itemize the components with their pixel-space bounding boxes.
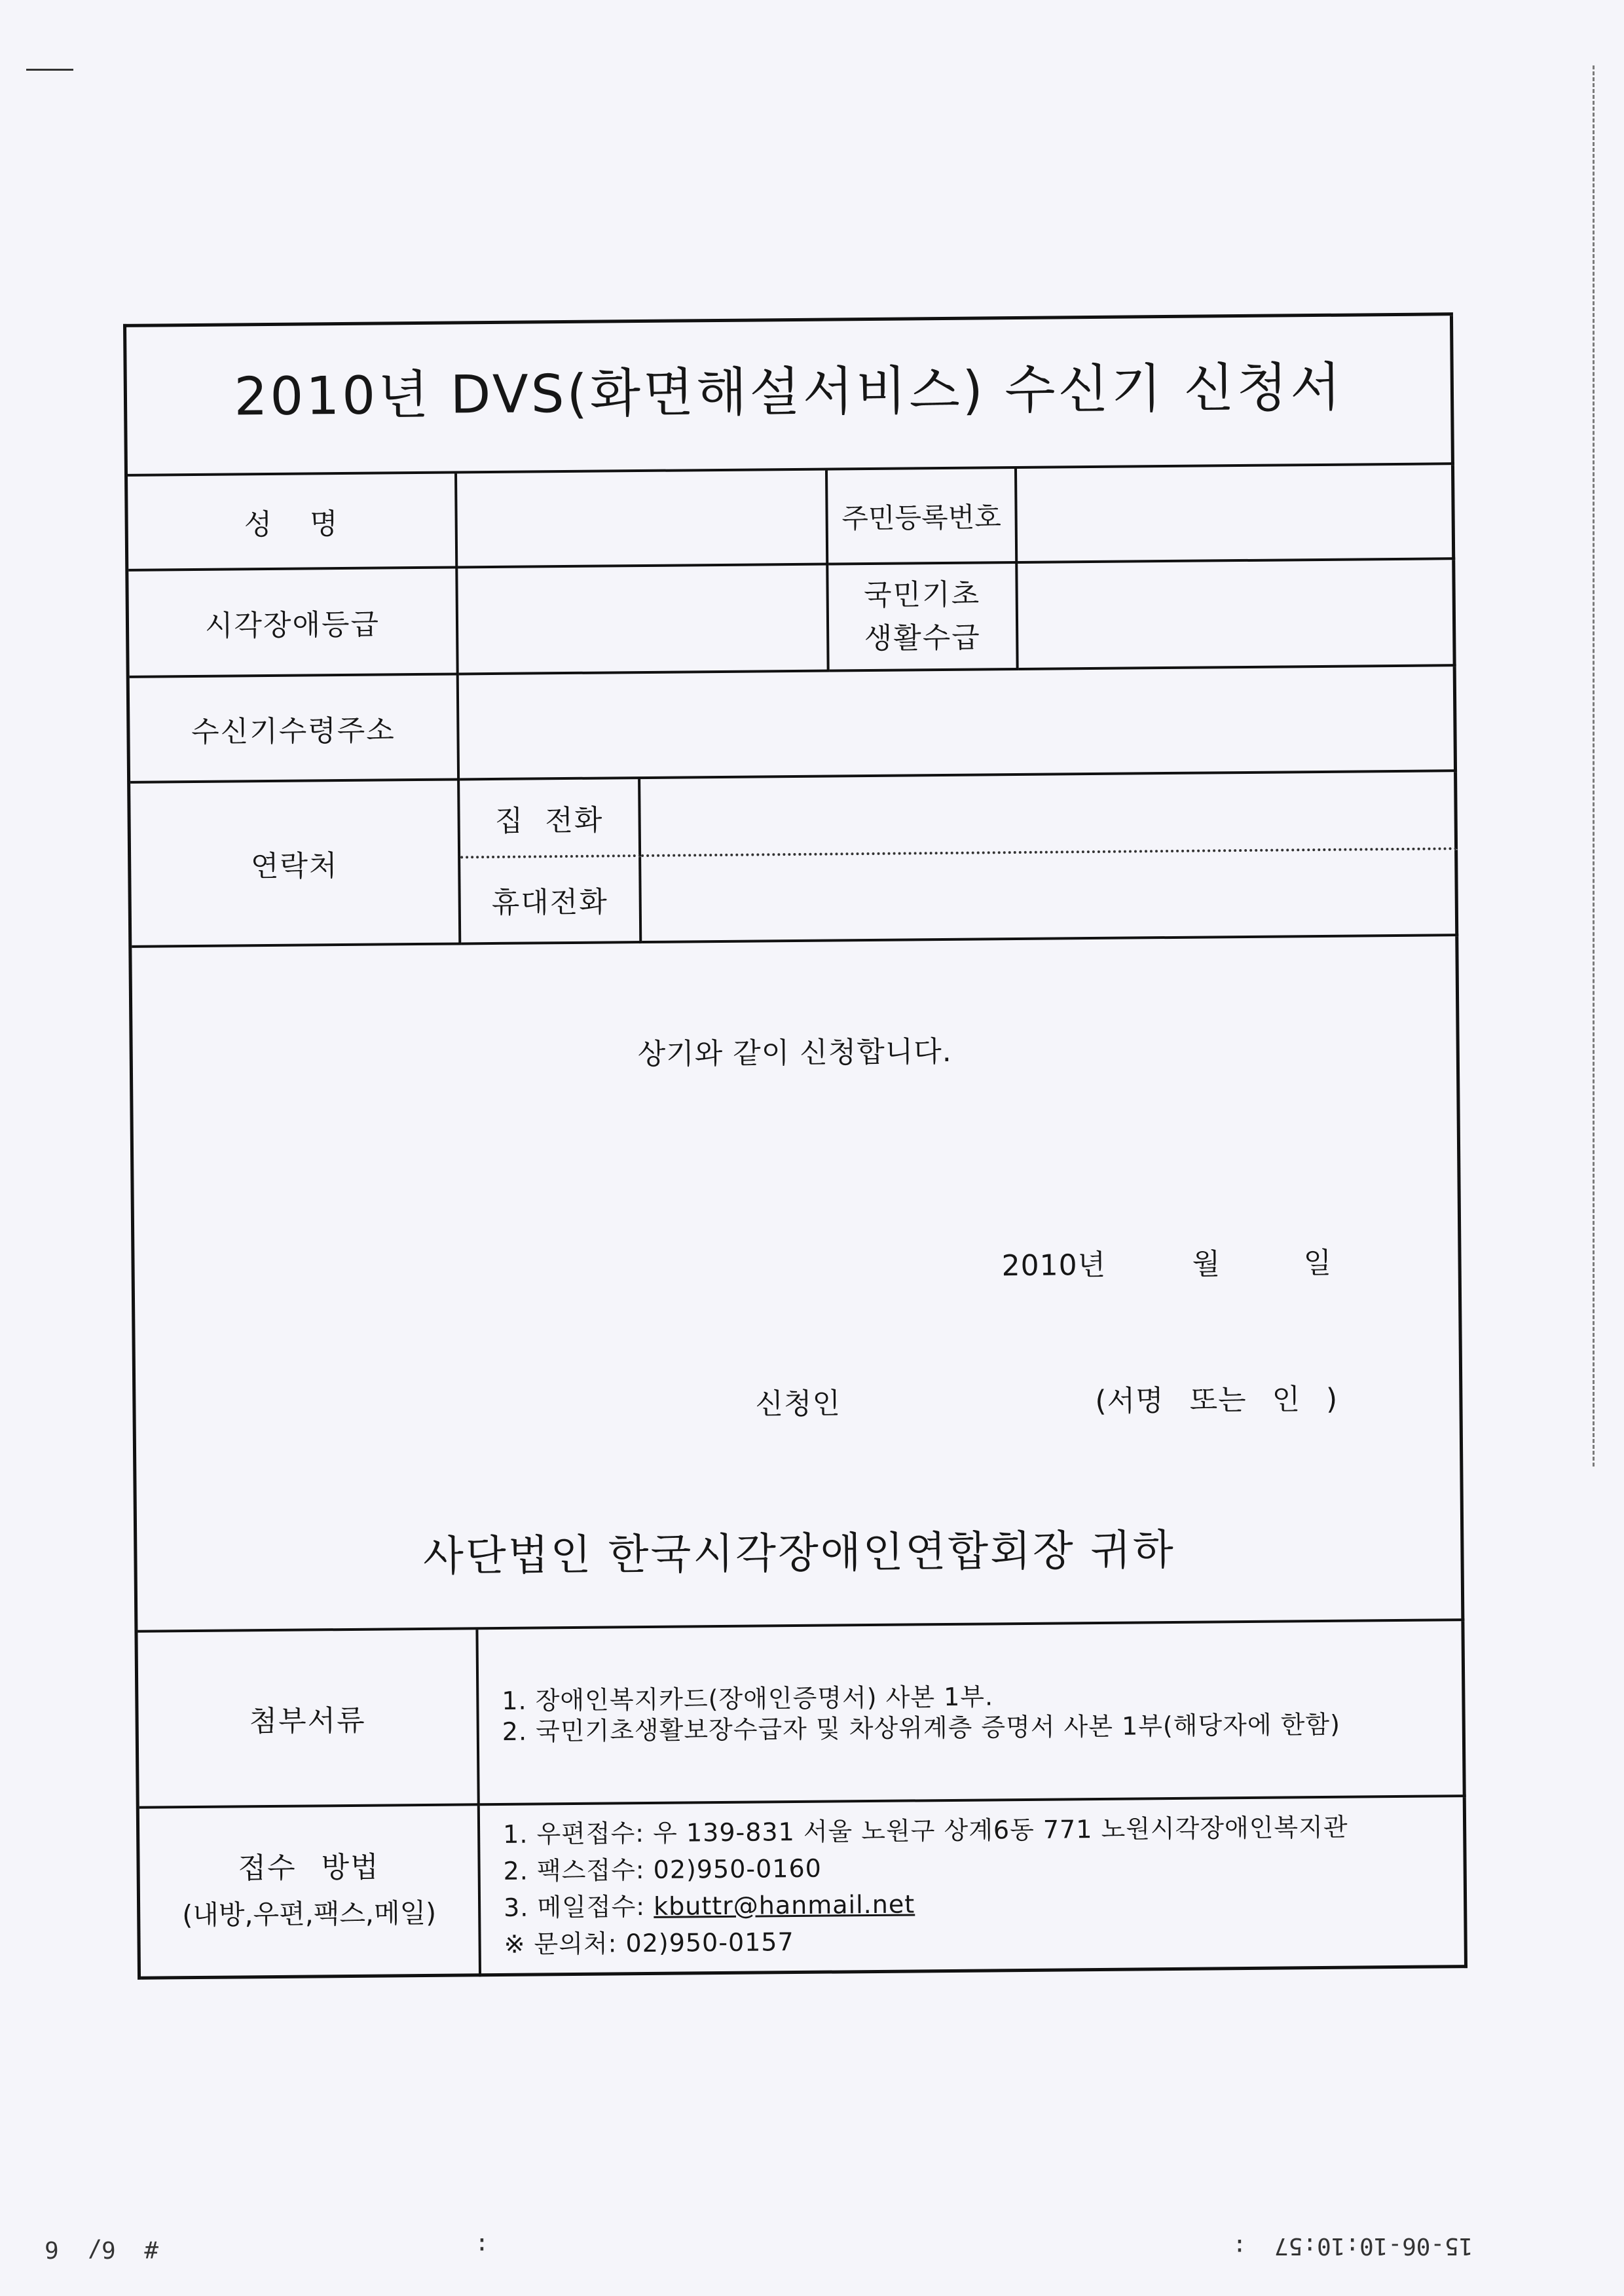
receiver-address-label-cell: [130, 675, 460, 783]
attachments-list: [478, 1621, 1466, 1806]
reception-label: 접수 방법: [238, 1850, 380, 1886]
inquiry-contact: ※ 문의처: 02)950-0157: [504, 1927, 794, 1959]
scan-mark: [26, 69, 73, 71]
name-value-cell: [457, 471, 828, 569]
name-label-cell: [128, 473, 458, 571]
home-phone-label-cell: [460, 779, 641, 858]
resident-number-value-cell: [1017, 465, 1455, 564]
receiver-address-label: 수신기수령주소: [191, 713, 396, 749]
application-year: 2010년: [1001, 1248, 1107, 1283]
resident-number-label: 주민등록번호: [841, 500, 1002, 534]
reception-sublabel: (내방,우편,팩스,메일): [182, 1897, 437, 1931]
application-day: 일: [1303, 1246, 1333, 1281]
fax-header-timestamp: 15-06-10:10:57: [1274, 2232, 1473, 2259]
mobile-phone-label: 휴대전화: [491, 885, 608, 920]
resident-number-label-cell: [828, 469, 1018, 566]
reception-methods: [480, 1797, 1467, 1977]
disability-grade-label: 시각장애등급: [204, 608, 380, 643]
addressee: 사단법인 한국시각장애인연합회장 귀하: [422, 1525, 1176, 1581]
basic-livelihood-label-line1: 국민기초: [863, 577, 981, 612]
form-title: 2010년 DVS(화면해설서비스) 수신기 신청서: [234, 356, 1344, 427]
scan-edge-line: [1593, 65, 1595, 1467]
attachment-item: 1. 장애인복지카드(장애인증명서) 사본 1부.: [502, 1681, 994, 1715]
home-phone-label: 집 전화: [494, 803, 604, 838]
disability-grade-value-cell: [458, 566, 829, 676]
fax-header-page-count: # 6/ 6: [44, 2236, 159, 2263]
attachment-item: 2. 국민기초생활보장수급자 및 차상위계층 증명서 사본 1부(해당자에 한함): [502, 1709, 1341, 1746]
applicant-label: 신청인: [755, 1387, 841, 1421]
contact-label: 연락처: [250, 848, 339, 883]
home-phone-value-cell: [640, 772, 1458, 857]
postal-reception: 1. 우편접수: 우 139-831 서울 노원구 상계6동 771 노원시각장애인복지관: [502, 1812, 1348, 1849]
fax-reception: 2. 팩스접수: 02)950-0160: [503, 1853, 822, 1886]
disability-grade-label-cell: [128, 568, 458, 678]
contact-label-cell: [130, 780, 461, 947]
fax-header-separator: :: [1232, 2234, 1247, 2261]
email-address: kbuttr@hanmail.net: [653, 1889, 915, 1921]
application-month: 월: [1192, 1247, 1221, 1281]
mobile-phone-label-cell: [460, 857, 642, 945]
basic-livelihood-label-cell: [828, 564, 1018, 672]
receiver-address-value-cell: [459, 666, 1457, 780]
attachments-label: 첨부서류: [249, 1704, 366, 1738]
signature-note: (서명 또는 인 ): [1095, 1382, 1338, 1419]
email-reception-label: 3. 메일접수:: [503, 1891, 654, 1922]
fax-header-separator: :: [475, 2232, 489, 2259]
title-row: [126, 316, 1454, 477]
basic-livelihood-label-line2: 생활수급: [864, 620, 981, 655]
basic-livelihood-value-cell: [1018, 560, 1456, 670]
reception-label-cell: [139, 1806, 481, 1980]
application-form-table: [123, 312, 1467, 1980]
mobile-phone-value-cell: [641, 850, 1458, 943]
declaration-section: [132, 936, 1464, 1633]
declaration-text: 상기와 같이 신청합니다.: [637, 1034, 952, 1072]
name-label: 성 명: [244, 507, 339, 541]
attachments-label-cell: [138, 1630, 479, 1809]
